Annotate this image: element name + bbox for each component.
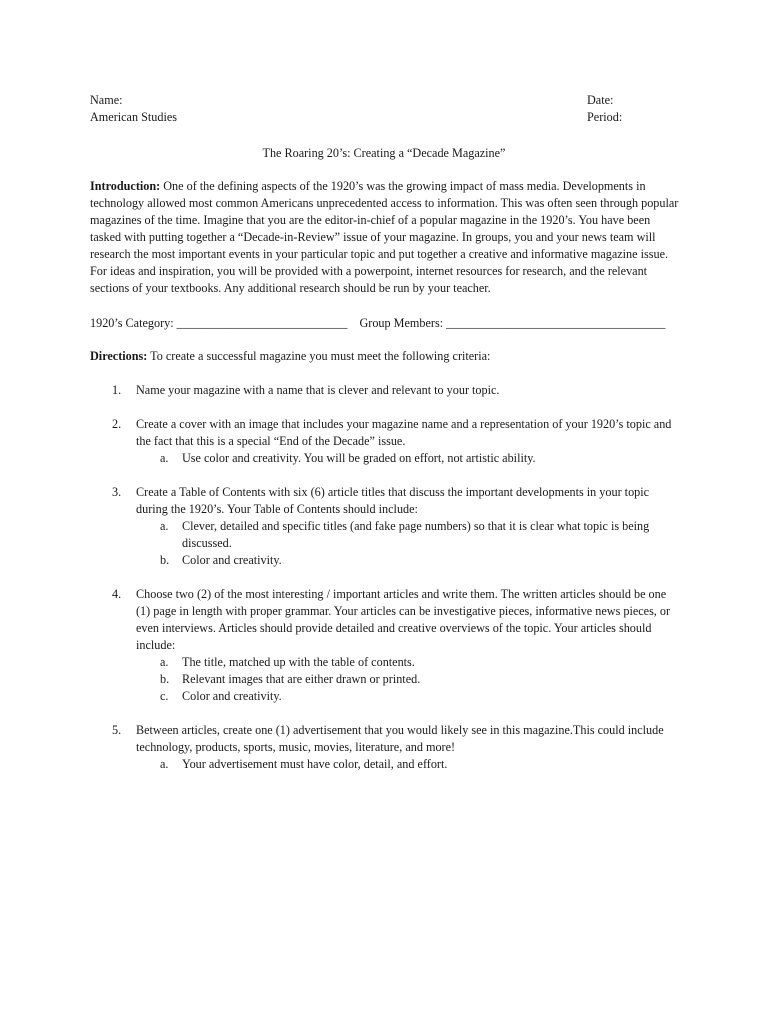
criterion-text: Name your magazine with a name that is clever and relevant to your topic.	[136, 383, 500, 397]
introduction-text: One of the defining aspects of the 1920’s was the growing impact of mass media. Developments in technology allowed most common Americans unprecedented access to information. This was often seen through popular magazines of the time. Imagine that you are the editor-in-chief of a popular magazine in the 1920’s. You have been tasked with putting together a “Decade-in-Review” issue of your magazine. In groups, you and your news team will research the most important events in your particular topic and put together a creative and informative magazine issue. For ideas and inspiration, you will be provided with a powerpoint, internet resources for research, and the relevant sections of your textbooks. Any additional research should be run by your teacher.	[90, 179, 679, 295]
introduction-label: Introduction:	[90, 179, 161, 193]
introduction-paragraph	[90, 178, 680, 297]
criterion-text: Between articles, create one (1) advertisement that you would likely see in this magazine.This could include technology, products, sports, music, movies, literature, and more!	[136, 723, 664, 754]
sub-criterion-letter: b.	[160, 553, 170, 567]
sub-criterion-item	[136, 518, 680, 552]
document-title: The Roaring 20’s: Creating a “Decade Magazine”	[262, 146, 506, 160]
criterion-item	[90, 586, 680, 705]
directions-text: To create a successful magazine you must meet the following criteria:	[147, 349, 491, 363]
criterion-body	[136, 416, 680, 467]
header-left	[90, 92, 177, 126]
sub-criterion-text: Color and creativity.	[182, 689, 282, 703]
directions-label: Directions:	[90, 349, 148, 363]
sub-criterion-text: Use color and creativity. You will be graded on effort, not artistic ability.	[182, 451, 536, 465]
name-label: Name:	[90, 93, 123, 107]
criterion-text: Choose two (2) of the most interesting / important articles and write them. The written articles should be one (1) page in length with proper grammar. Your articles can be investigative pieces, informative news pieces, or even interviews. Articles should provide detailed and creative overviews of the topic. Your articles should include:	[136, 587, 671, 652]
directions-paragraph	[90, 348, 680, 365]
sub-criterion-letter: b.	[160, 672, 170, 686]
sub-criterion-text: The title, matched up with the table of contents.	[182, 655, 415, 669]
sub-criterion-letter: a.	[160, 519, 169, 533]
sub-criterion-letter: a.	[160, 757, 169, 771]
criterion-body	[136, 722, 680, 773]
sub-criterion-item	[136, 756, 680, 773]
header	[90, 92, 672, 126]
criterion-body	[136, 586, 680, 705]
criterion-number: 2.	[112, 417, 122, 431]
criterion-body	[136, 484, 680, 569]
sub-criterion-item	[136, 688, 680, 705]
period-label: Period:	[587, 110, 623, 124]
sub-criteria-list	[136, 654, 680, 705]
sub-criterion-letter: a.	[160, 451, 169, 465]
sub-criterion-text: Clever, detailed and specific titles (and fake page numbers) so that it is clear what topic is being discussed.	[182, 519, 650, 550]
sub-criterion-text: Color and creativity.	[182, 553, 282, 567]
header-right	[587, 92, 672, 126]
sub-criteria-list	[136, 450, 680, 467]
sub-criterion-item	[136, 450, 680, 467]
criterion-body	[136, 382, 680, 399]
criterion-number: 3.	[112, 485, 122, 499]
criterion-text: Create a Table of Contents with six (6) article titles that discuss the important developments in your topic during the 1920’s. Your Table of Contents should include:	[136, 485, 650, 516]
sub-criterion-text: Your advertisement must have color, detail, and effort.	[182, 757, 448, 771]
criterion-item	[90, 416, 680, 467]
sub-criteria-list	[136, 518, 680, 569]
sub-criteria-list	[136, 756, 680, 773]
sub-criterion-letter: c.	[160, 689, 169, 703]
criteria-list	[90, 382, 680, 790]
criterion-item	[90, 722, 680, 773]
criterion-number: 5.	[112, 723, 122, 737]
sub-criterion-letter: a.	[160, 655, 169, 669]
course-label: American Studies	[90, 110, 177, 124]
date-label: Date:	[587, 93, 614, 107]
criterion-number: 1.	[112, 383, 122, 397]
sub-criterion-item	[136, 552, 680, 569]
sub-criterion-item	[136, 671, 680, 688]
sub-criterion-text: Relevant images that are either drawn or printed.	[182, 672, 421, 686]
criterion-item	[90, 484, 680, 569]
criterion-item	[90, 382, 680, 399]
criterion-text: Create a cover with an image that includes your magazine name and a representation of your 1920’s topic and the fact that this is a special “End of the Decade” issue.	[136, 417, 672, 448]
criterion-number: 4.	[112, 587, 122, 601]
category-group-row: 1920’s Category: ____________________________ Group Members: ____________________________________	[90, 316, 666, 330]
sub-criterion-item	[136, 654, 680, 671]
